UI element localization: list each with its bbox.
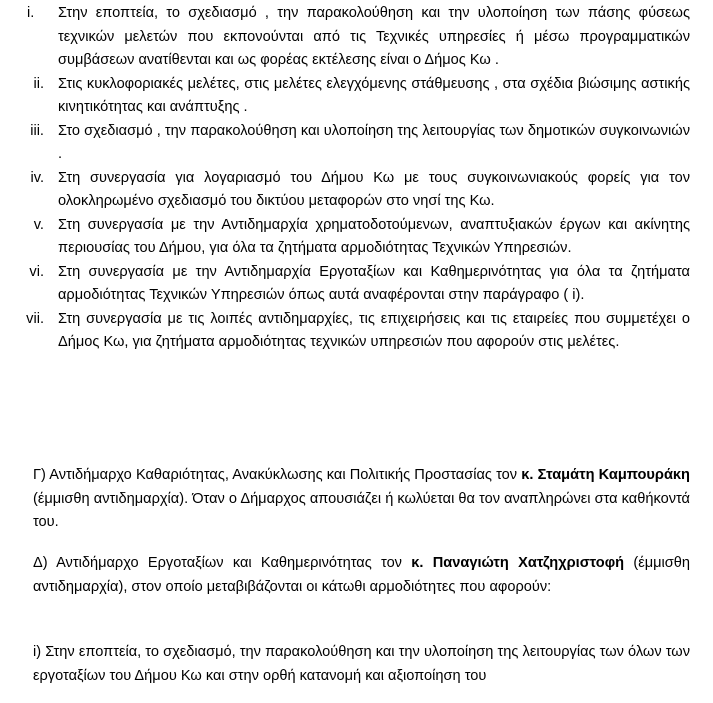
paragraph-text: Δ) Αντιδήμαρχο Εργοταξίων και Καθημερινότητας τον — [33, 555, 412, 571]
list-item-number: ii. — [33, 75, 44, 92]
paragraph-text: Γ) Αντιδήμαρχο Καθαριότητας, Ανακύκλωσης και Πολιτικής Προστασίας τον — [33, 467, 522, 483]
paragraph-deputy-mayor-worksites — [33, 552, 690, 599]
list-item-number: v. — [33, 216, 44, 233]
list-item — [0, 308, 713, 355]
paragraph-deputy-mayor-cleaning — [33, 464, 690, 535]
list-item-text: Στις κυκλοφοριακές μελέτες, στις μελέτες ελεγχόμενης στάθμευσης , στα σχέδια βιώσιμης αστικής κινητικότητας και ανάπτυξης . — [58, 75, 690, 115]
list-item-text: Στην εποπτεία, το σχεδιασμό , την παρακολούθηση και την υλοποίηση των πάσης φύσεως τεχνικών μελετών που εκπονούνται από τις Τεχνικές υπηρεσίες ή μέσω προγραμματικών συμβάσεων ανατίθενται και ως φορέας εκτέλεσης είναι ο Δήμος Κω . — [58, 5, 690, 68]
list-item-number: iii. — [30, 122, 44, 139]
paragraph-subitem-i — [33, 641, 690, 688]
list-item-text: Στο σχεδιασμό , την παρακολούθηση και υλοποίηση της λειτουργίας των δημοτικών συγκοινωνιών . — [58, 122, 690, 162]
list-item-number: i. — [27, 5, 35, 21]
list-item — [0, 120, 713, 167]
list-item-number: iv. — [30, 169, 44, 186]
list-item-number: vii. — [26, 310, 44, 327]
roman-numeral-list — [0, 2, 713, 355]
deputy-mayor-name: κ. Παναγιώτη Χατζηχριστοφή — [411, 555, 625, 571]
list-item-text: Στη συνεργασία με την Αντιδημαρχία Εργοταξίων και Καθημερινότητας για όλα τα ζητήματα αρμοδιότητας Τεχνικών Υπηρεσιών όπως αυτά αναφέρονται στην παράγραφο ( i). — [58, 263, 690, 303]
paragraph-text: i) Στην εποπτεία, το σχεδιασμό, την παρακολούθηση και την υλοποίηση της λειτουργίας των όλων των εργοταξίων του Δήμου Κω και στην ορθή κατανομή και αξιοποίηση του — [33, 644, 690, 684]
list-item-number: vi. — [29, 263, 44, 280]
deputy-mayor-name: κ. Σταμάτη Καμπουράκη — [521, 467, 690, 483]
list-item — [0, 261, 713, 308]
list-item-text: Στη συνεργασία με τις λοιπές αντιδημαρχίες, τις επιχειρήσεις και τις εταιρείες που συμμετέχει ο Δήμος Κω, για ζητήματα αρμοδιότητας τεχνικών υπηρεσιών που αφορούν στις μελέτες. — [58, 310, 690, 350]
list-item — [0, 73, 713, 120]
list-item — [0, 167, 713, 214]
list-item — [0, 2, 713, 73]
list-item — [0, 214, 713, 261]
list-item-text: Στη συνεργασία με την Αντιδημαρχία χρηματοδοτούμενων, αναπτυξιακών έργων και ακίνητης περιουσίας του Δήμου, για όλα τα ζητήματα αρμοδιότητας Τεχνικών Υπηρεσιών. — [58, 216, 690, 256]
paragraph-text: (έμμισθη αντιδημαρχία). Όταν ο Δήμαρχος απουσιάζει ή κωλύεται θα τον αναπληρώνει στα καθήκοντά του. — [33, 490, 690, 530]
list-item-text: Στη συνεργασία για λογαριασμό του Δήμου Κω με τους συγκοινωνιακούς φορείς για τον ολοκληρωμένο σχεδιασμό του δικτύου μεταφορών στο νησί της Κω. — [58, 169, 690, 209]
paragraph-text: (έμμισθη αντιδημαρχία), στον οποίο μεταβιβάζονται οι κάτωθι αρμοδιότητες που αφορούν: — [33, 555, 690, 595]
